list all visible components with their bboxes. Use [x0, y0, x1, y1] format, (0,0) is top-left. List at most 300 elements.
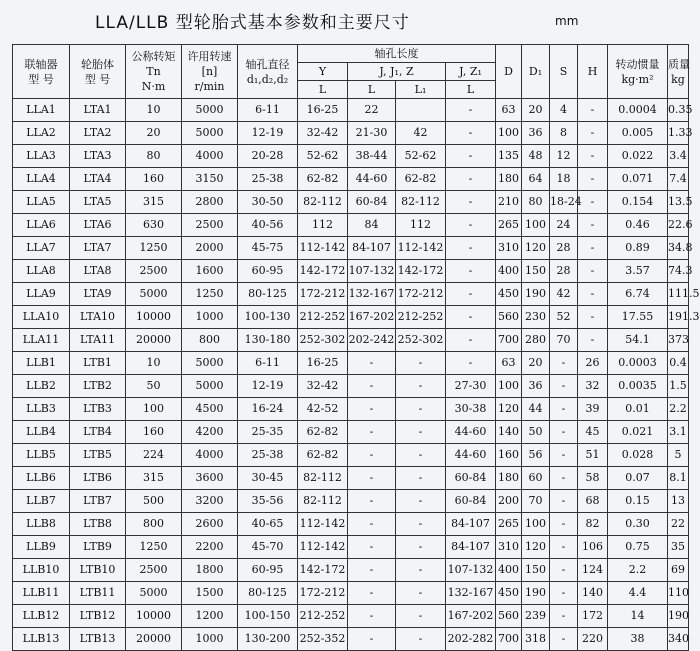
- cell-d1: 48: [522, 145, 550, 168]
- cell-d1: 50: [522, 421, 550, 444]
- cell-bore-diameter: 100-150: [238, 605, 298, 628]
- cell-bore-diameter: 6-11: [238, 99, 298, 122]
- table-row: [13, 329, 689, 352]
- cell-mass: 1.5: [668, 375, 689, 398]
- cell-s: -: [550, 513, 578, 536]
- cell-tire-model: LTA11: [70, 329, 126, 352]
- cell-d1: 150: [522, 260, 550, 283]
- cell-bore-diameter: 6-11: [238, 352, 298, 375]
- cell-mass: 190: [668, 605, 689, 628]
- cell-j-length-l1: 112-142: [396, 237, 446, 260]
- cell-y-length: 82-112: [298, 467, 348, 490]
- table-row: [13, 145, 689, 168]
- cell-torque: 315: [126, 191, 182, 214]
- table-row: [13, 352, 689, 375]
- cell-j-length-l1: 42: [396, 122, 446, 145]
- cell-inertia: 2.2: [608, 559, 668, 582]
- cell-inertia: 17.55: [608, 306, 668, 329]
- cell-d1: 20: [522, 352, 550, 375]
- cell-mass: 191.3: [668, 306, 689, 329]
- cell-torque: 1250: [126, 536, 182, 559]
- table-body: [13, 99, 700, 651]
- cell-tire-model: LTA4: [70, 168, 126, 191]
- cell-s: 52: [550, 306, 578, 329]
- cell-mass: 35: [668, 536, 689, 559]
- cell-coupling-model: LLB5: [13, 444, 70, 467]
- cell-j-length-l1: -: [396, 513, 446, 536]
- header-speed-line2: [n]: [201, 65, 218, 78]
- cell-y-length: 112-142: [298, 237, 348, 260]
- cell-d1: 100: [522, 513, 550, 536]
- cell-h: 58: [578, 467, 608, 490]
- cell-h: 45: [578, 421, 608, 444]
- cell-s: -: [550, 628, 578, 651]
- cell-bore-diameter: 25-35: [238, 421, 298, 444]
- cell-inertia: 0.75: [608, 536, 668, 559]
- cell-h: -: [578, 214, 608, 237]
- cell-y-length: 252-352: [298, 628, 348, 651]
- cell-s: -: [550, 421, 578, 444]
- cell-torque: 2500: [126, 260, 182, 283]
- header-torque: [126, 45, 182, 99]
- cell-torque: 630: [126, 214, 182, 237]
- cell-bore-diameter: 60-95: [238, 260, 298, 283]
- cell-coupling-model: LLA10: [13, 306, 70, 329]
- cell-tire-model: LTB9: [70, 536, 126, 559]
- cell-jz1-length: 60-84: [446, 467, 496, 490]
- cell-inertia: 14: [608, 605, 668, 628]
- cell-h: -: [578, 237, 608, 260]
- cell-d: 63: [496, 352, 522, 375]
- cell-jz1-length: -: [446, 99, 496, 122]
- cell-coupling-model: LLA9: [13, 283, 70, 306]
- cell-bore-diameter: 25-38: [238, 444, 298, 467]
- cell-coupling-model: LLB2: [13, 375, 70, 398]
- cell-torque: 10000: [126, 605, 182, 628]
- cell-y-length: 32-42: [298, 122, 348, 145]
- cell-inertia: 0.46: [608, 214, 668, 237]
- cell-jz1-length: 202-282: [446, 628, 496, 651]
- cell-s: 24: [550, 214, 578, 237]
- table-row: [13, 191, 689, 214]
- cell-inertia: 0.15: [608, 490, 668, 513]
- cell-speed: 1000: [182, 306, 238, 329]
- cell-torque: 80: [126, 145, 182, 168]
- cell-j-length: -: [348, 467, 396, 490]
- cell-d: 100: [496, 375, 522, 398]
- header-D: D: [496, 45, 522, 99]
- header-j-l1: L₁: [396, 81, 446, 99]
- cell-coupling-model: LLA4: [13, 168, 70, 191]
- header-speed: [182, 45, 238, 99]
- cell-inertia: 0.028: [608, 444, 668, 467]
- cell-coupling-model: LLB10: [13, 559, 70, 582]
- header-jz1-l: L: [446, 81, 496, 99]
- cell-coupling-model: LLA2: [13, 122, 70, 145]
- cell-jz1-length: 30-38: [446, 398, 496, 421]
- header-j-j1-z: J, J₁, Z: [348, 63, 446, 81]
- cell-inertia: 0.0003: [608, 352, 668, 375]
- cell-s: -: [550, 375, 578, 398]
- cell-tire-model: LTB11: [70, 582, 126, 605]
- cell-tire-model: LTA10: [70, 306, 126, 329]
- cell-speed: 4200: [182, 421, 238, 444]
- cell-j-length-l1: -: [396, 421, 446, 444]
- cell-j-length: -: [348, 536, 396, 559]
- cell-tire-model: LTA9: [70, 283, 126, 306]
- cell-h: 68: [578, 490, 608, 513]
- cell-torque: 5000: [126, 283, 182, 306]
- cell-bore-diameter: 40-56: [238, 214, 298, 237]
- cell-mass: 74.3: [668, 260, 689, 283]
- cell-s: 12: [550, 145, 578, 168]
- cell-j-length-l1: 62-82: [396, 168, 446, 191]
- cell-h: 26: [578, 352, 608, 375]
- cell-bore-diameter: 80-125: [238, 582, 298, 605]
- table-row: [13, 605, 689, 628]
- cell-jz1-length: -: [446, 329, 496, 352]
- cell-inertia: 38: [608, 628, 668, 651]
- cell-d: 700: [496, 628, 522, 651]
- table-row: [13, 260, 689, 283]
- cell-coupling-model: LLB7: [13, 490, 70, 513]
- cell-tire-model: LTB6: [70, 467, 126, 490]
- cell-j-length: -: [348, 490, 396, 513]
- header-H: H: [578, 45, 608, 99]
- cell-mass: 7.4: [668, 168, 689, 191]
- cell-d1: 36: [522, 375, 550, 398]
- cell-y-length: 172-212: [298, 283, 348, 306]
- cell-coupling-model: LLB9: [13, 536, 70, 559]
- cell-d1: 230: [522, 306, 550, 329]
- table-row: [13, 375, 689, 398]
- cell-s: -: [550, 352, 578, 375]
- cell-h: 140: [578, 582, 608, 605]
- cell-j-length-l1: -: [396, 467, 446, 490]
- parameter-table: [12, 44, 700, 651]
- cell-speed: 2000: [182, 237, 238, 260]
- cell-jz1-length: -: [446, 283, 496, 306]
- cell-y-length: 82-112: [298, 191, 348, 214]
- table-row: [13, 214, 689, 237]
- cell-d: 560: [496, 306, 522, 329]
- cell-torque: 1250: [126, 237, 182, 260]
- header-tire-model: [70, 45, 126, 99]
- cell-coupling-model: LLA3: [13, 145, 70, 168]
- header-inertia-line1: 转动惯量: [615, 57, 660, 71]
- cell-y-length: 62-82: [298, 421, 348, 444]
- cell-coupling-model: LLB8: [13, 513, 70, 536]
- cell-y-length: 252-302: [298, 329, 348, 352]
- cell-speed: 5000: [182, 122, 238, 145]
- header-j-z1: J, Z₁: [446, 63, 496, 81]
- cell-torque: 10000: [126, 306, 182, 329]
- cell-jz1-length: 60-84: [446, 490, 496, 513]
- cell-speed: 2500: [182, 214, 238, 237]
- cell-y-length: 112: [298, 214, 348, 237]
- cell-j-length-l1: -: [396, 444, 446, 467]
- cell-tire-model: LTA6: [70, 214, 126, 237]
- cell-y-length: 42-52: [298, 398, 348, 421]
- cell-bore-diameter: 25-38: [238, 168, 298, 191]
- cell-d: 265: [496, 513, 522, 536]
- cell-d1: 120: [522, 536, 550, 559]
- cell-h: 220: [578, 628, 608, 651]
- cell-mass: 69: [668, 559, 689, 582]
- cell-j-length-l1: 172-212: [396, 283, 446, 306]
- cell-s: 28: [550, 260, 578, 283]
- cell-d1: 150: [522, 559, 550, 582]
- cell-tire-model: LTB5: [70, 444, 126, 467]
- cell-j-length-l1: -: [396, 536, 446, 559]
- table-row: [13, 306, 689, 329]
- cell-speed: 1600: [182, 260, 238, 283]
- cell-h: 32: [578, 375, 608, 398]
- cell-jz1-length: -: [446, 237, 496, 260]
- table-row: [13, 559, 689, 582]
- cell-bore-diameter: 20-28: [238, 145, 298, 168]
- cell-jz1-length: -: [446, 168, 496, 191]
- cell-j-length-l1: [396, 99, 446, 122]
- cell-speed: 5000: [182, 99, 238, 122]
- cell-coupling-model: LLB11: [13, 582, 70, 605]
- cell-d: 100: [496, 122, 522, 145]
- cell-j-length-l1: -: [396, 605, 446, 628]
- cell-y-length: 112-142: [298, 513, 348, 536]
- cell-d: 140: [496, 421, 522, 444]
- cell-coupling-model: LLB1: [13, 352, 70, 375]
- cell-s: -: [550, 467, 578, 490]
- cell-jz1-length: -: [446, 191, 496, 214]
- cell-bore-diameter: 80-125: [238, 283, 298, 306]
- cell-j-length-l1: 212-252: [396, 306, 446, 329]
- cell-coupling-model: LLA11: [13, 329, 70, 352]
- cell-d: 265: [496, 214, 522, 237]
- header-inertia-line2: kg·m²: [621, 72, 654, 86]
- cell-d1: 280: [522, 329, 550, 352]
- cell-j-length: 84-107: [348, 237, 396, 260]
- cell-torque: 20000: [126, 628, 182, 651]
- cell-mass: 3.4: [668, 145, 689, 168]
- table-row: [13, 536, 689, 559]
- cell-mass: 22.6: [668, 214, 689, 237]
- cell-tire-model: LTB7: [70, 490, 126, 513]
- header-y: Y: [298, 63, 348, 81]
- cell-jz1-length: -: [446, 214, 496, 237]
- cell-y-length: 32-42: [298, 375, 348, 398]
- cell-mass: 1.33: [668, 122, 689, 145]
- cell-h: -: [578, 191, 608, 214]
- cell-torque: 10: [126, 99, 182, 122]
- cell-speed: 1000: [182, 628, 238, 651]
- cell-jz1-length: 132-167: [446, 582, 496, 605]
- cell-h: -: [578, 260, 608, 283]
- cell-jz1-length: -: [446, 122, 496, 145]
- cell-y-length: 62-82: [298, 444, 348, 467]
- cell-inertia: 0.89: [608, 237, 668, 260]
- table-row: [13, 467, 689, 490]
- cell-j-length-l1: 252-302: [396, 329, 446, 352]
- table-row: [13, 237, 689, 260]
- cell-coupling-model: LLA8: [13, 260, 70, 283]
- cell-d1: 100: [522, 214, 550, 237]
- header-torque-line2: Tn: [146, 65, 161, 78]
- header-mass-line1: 质量: [668, 57, 690, 71]
- cell-j-length: 44-60: [348, 168, 396, 191]
- cell-d1: 190: [522, 283, 550, 306]
- cell-j-length: 167-202: [348, 306, 396, 329]
- cell-j-length: -: [348, 513, 396, 536]
- cell-mass: 5: [668, 444, 689, 467]
- cell-mass: 34.8: [668, 237, 689, 260]
- header-torque-line3: N·m: [141, 80, 166, 93]
- cell-jz1-length: 27-30: [446, 375, 496, 398]
- cell-inertia: 6.74: [608, 283, 668, 306]
- cell-s: -: [550, 490, 578, 513]
- header-speed-line3: r/min: [194, 80, 225, 93]
- cell-speed: 5000: [182, 352, 238, 375]
- cell-inertia: 0.0035: [608, 375, 668, 398]
- cell-tire-model: LTA8: [70, 260, 126, 283]
- cell-d: 450: [496, 582, 522, 605]
- cell-coupling-model: LLA7: [13, 237, 70, 260]
- cell-d: 120: [496, 398, 522, 421]
- cell-j-length: -: [348, 398, 396, 421]
- cell-d1: 36: [522, 122, 550, 145]
- cell-mass: 8.1: [668, 467, 689, 490]
- cell-inertia: 0.154: [608, 191, 668, 214]
- cell-d: 400: [496, 559, 522, 582]
- cell-h: 82: [578, 513, 608, 536]
- cell-h: -: [578, 145, 608, 168]
- cell-speed: 1250: [182, 283, 238, 306]
- cell-speed: 4000: [182, 444, 238, 467]
- cell-d1: 318: [522, 628, 550, 651]
- cell-bore-diameter: 30-50: [238, 191, 298, 214]
- cell-j-length: -: [348, 375, 396, 398]
- page-title: LLA/LLB 型轮胎式基本参数和主要尺寸: [95, 13, 410, 33]
- cell-tire-model: LTA5: [70, 191, 126, 214]
- cell-s: -: [550, 536, 578, 559]
- cell-bore-diameter: 100-130: [238, 306, 298, 329]
- cell-j-length: 107-132: [348, 260, 396, 283]
- cell-speed: 2600: [182, 513, 238, 536]
- unit-label: mm: [555, 14, 579, 28]
- table-row: [13, 283, 689, 306]
- cell-bore-diameter: 30-45: [238, 467, 298, 490]
- cell-d1: 60: [522, 467, 550, 490]
- cell-speed: 1200: [182, 605, 238, 628]
- cell-speed: 3600: [182, 467, 238, 490]
- cell-mass: 373: [668, 329, 689, 352]
- cell-d1: 70: [522, 490, 550, 513]
- cell-y-length: 172-212: [298, 582, 348, 605]
- cell-d: 180: [496, 467, 522, 490]
- cell-torque: 315: [126, 467, 182, 490]
- cell-h: -: [578, 306, 608, 329]
- cell-tire-model: LTA7: [70, 237, 126, 260]
- cell-j-length: -: [348, 628, 396, 651]
- cell-inertia: 4.4: [608, 582, 668, 605]
- cell-s: 8: [550, 122, 578, 145]
- cell-inertia: 0.005: [608, 122, 668, 145]
- cell-coupling-model: LLB3: [13, 398, 70, 421]
- cell-speed: 2200: [182, 536, 238, 559]
- cell-d: 135: [496, 145, 522, 168]
- table-row: [13, 122, 689, 145]
- cell-inertia: 0.07: [608, 467, 668, 490]
- cell-torque: 20: [126, 122, 182, 145]
- cell-j-length-l1: -: [396, 375, 446, 398]
- cell-torque: 50: [126, 375, 182, 398]
- cell-h: -: [578, 122, 608, 145]
- cell-jz1-length: -: [446, 352, 496, 375]
- cell-tire-model: LTB8: [70, 513, 126, 536]
- cell-mass: 13: [668, 490, 689, 513]
- cell-bore-diameter: 12-19: [238, 122, 298, 145]
- cell-jz1-length: 44-60: [446, 421, 496, 444]
- header-tire-line1: 轮胎体: [81, 57, 114, 71]
- cell-s: -: [550, 559, 578, 582]
- cell-y-length: 82-112: [298, 490, 348, 513]
- cell-speed: 2800: [182, 191, 238, 214]
- cell-inertia: 0.30: [608, 513, 668, 536]
- cell-inertia: 0.021: [608, 421, 668, 444]
- cell-s: 4: [550, 99, 578, 122]
- cell-j-length: -: [348, 421, 396, 444]
- cell-bore-diameter: 60-95: [238, 559, 298, 582]
- cell-j-length-l1: -: [396, 490, 446, 513]
- cell-h: -: [578, 283, 608, 306]
- cell-torque: 224: [126, 444, 182, 467]
- cell-tire-model: LTB2: [70, 375, 126, 398]
- cell-j-length: 38-44: [348, 145, 396, 168]
- cell-mass: 3.1: [668, 421, 689, 444]
- cell-mass: 2.2: [668, 398, 689, 421]
- cell-h: -: [578, 99, 608, 122]
- cell-mass: 111.5: [668, 283, 689, 306]
- cell-torque: 10: [126, 352, 182, 375]
- cell-bore-diameter: 40-65: [238, 513, 298, 536]
- cell-s: 18: [550, 168, 578, 191]
- cell-s: -: [550, 398, 578, 421]
- cell-speed: 1500: [182, 582, 238, 605]
- table-row: [13, 421, 689, 444]
- cell-d: 160: [496, 444, 522, 467]
- cell-y-length: 62-82: [298, 168, 348, 191]
- cell-y-length: 16-25: [298, 352, 348, 375]
- cell-inertia: 0.022: [608, 145, 668, 168]
- header-torque-line1: 公称转矩: [131, 50, 176, 63]
- cell-d: 63: [496, 99, 522, 122]
- cell-speed: 3200: [182, 490, 238, 513]
- cell-coupling-model: LLB12: [13, 605, 70, 628]
- table-row: [13, 168, 689, 191]
- table-row: [13, 99, 689, 122]
- cell-y-length: 212-252: [298, 306, 348, 329]
- cell-torque: 2500: [126, 559, 182, 582]
- cell-torque: 800: [126, 513, 182, 536]
- cell-j-length-l1: 142-172: [396, 260, 446, 283]
- cell-j-length-l1: -: [396, 628, 446, 651]
- cell-j-length: 132-167: [348, 283, 396, 306]
- cell-bore-diameter: 130-180: [238, 329, 298, 352]
- header-model-line2: 型 号: [28, 72, 54, 86]
- cell-j-length: -: [348, 444, 396, 467]
- header-inertia: [608, 45, 668, 99]
- cell-y-length: 112-142: [298, 536, 348, 559]
- cell-mass: 110: [668, 582, 689, 605]
